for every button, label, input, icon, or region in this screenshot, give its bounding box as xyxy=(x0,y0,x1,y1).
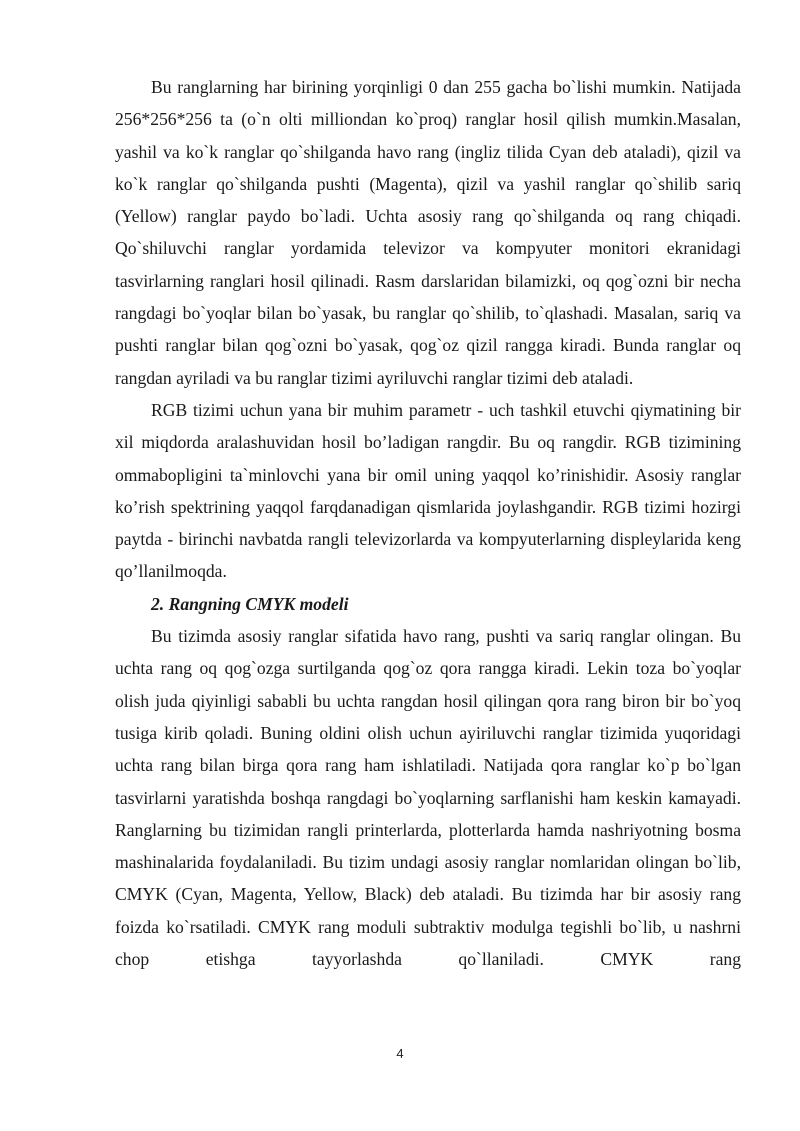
section-heading-cmyk: 2. Rangning CMYK modeli xyxy=(151,593,349,614)
paragraph-cmyk-model: Bu tizimda asosiy ranglar sifatida havo rang, pushti va sariq ranglar olingan. Bu uchta rang oq qog`ozga surtilganda qog`oz qora rangga kiradi. Lekin toza bo`yoqlar olish juda qiyinligi sababli bu uchta rangdan hosil qilingan qora rang biron bir bo`yoq tusiga kirib qoladi. Buning oldini olish uchun ayiriluvchi ranglar tizimida yuqoridagi uchta rang bilan birga qora rang ham ishlatiladi. Natijada qora ranglar ko`p bo`lgan tasvirlarni yaratishda boshqa rangdagi bo`yoqlarning sarflanishi ham keskin kamayadi. Ranglarning bu tizimidan rangli printerlarda, plotterlarda hamda nashriyotning bosma mashinalarida foydalaniladi. Bu tizim undagi asosiy ranglar nomlaridan olingan bo`lib, CMYK (Cyan, Magenta, Yellow, Black) deb ataladi. Bu tizimda har bir asosiy rang foizda ko`rsatiladi. CMYK rang moduli subtraktiv modulga tegishli bo`lib, u nashrni chop etishga tayyorlashda qo`llaniladi. CMYK rang xyxy=(115,626,741,970)
document-body xyxy=(115,71,741,975)
paragraph-rgb-brightness: Bu ranglarning har birining yorqinligi 0 dan 255 gacha bo`lishi mumkin. Natijada 256*256*256 ta (o`n olti milliondan ko`proq) ranglar hosil qilish mumkin.Masalan, yashil va ko`k ranglar qo`shilganda havo rang (ingliz tilida Cyan deb ataladi), qizil va ko`k ranglar qo`shilganda pushti (Magenta), qizil va yashil ranglar qo`shilib sariq (Yellow) ranglar paydo bo`ladi. Uchta asosiy rang qo`shilganda oq rang chiqadi. Qo`shiluvchi ranglar yordamida televizor va kompyuter monitori ekranidagi tasvirlarning ranglari hosil qilinadi. Rasm darslaridan bilamizki, oq qog`ozni bir necha rangdagi bo`yoqlar bilan bo`yasak, bu ranglar qo`shilib, to`qlashadi. Masalan, sariq va pushti ranglar bilan qog`ozni bo`yasak, qog`oz qizil rangga kiradi. Bunda ranglar oq rangdan ayriladi va bu ranglar tizimi ayriluvchi ranglar tizimi deb ataladi. xyxy=(115,77,741,388)
page-number: 4 xyxy=(396,1046,404,1061)
paragraph-rgb-parameter: RGB tizimi uchun yana bir muhim parametr - uch tashkil etuvchi qiymatining bir xil miqdorda aralashuvidan hosil bo’ladigan rangdir. Bu oq rangdir. RGB tizimining ommabopligini ta`minlovchi yana bir omil uning yaqqol ko’rinishidir. Asosiy ranglar ko’rish spektrining yaqqol farqdanadigan qismlarida joylashgandir. RGB tizimi hozirgi paytda - birinchi navbatda rangli televizorlarda va kompyuterlarning displeylarida keng qo’llanilmoqda. xyxy=(115,399,741,582)
